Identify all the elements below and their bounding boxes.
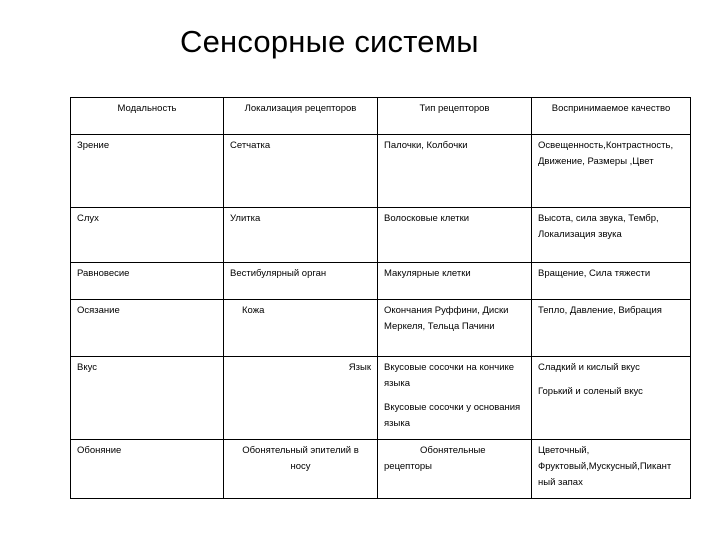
receptor-line: Окончания Руффини, Диски [384, 305, 509, 316]
table-row [71, 135, 691, 208]
cell-quality [532, 440, 691, 499]
header-localization: Локализация рецепторов [224, 98, 378, 135]
cell-quality [532, 208, 691, 263]
header-quality: Воспринимаемое качество [532, 98, 691, 135]
sensory-systems-table [70, 97, 691, 499]
table-header-row [71, 98, 691, 135]
receptor-line: Обонятельные [420, 445, 486, 456]
quality-line: Тепло, Давление, Вибрация [538, 305, 662, 316]
receptor-line: Вкусовые сосочки у основания [384, 402, 521, 413]
page-title: Сенсорные системы [180, 24, 479, 59]
quality-line: Локализация звука [538, 229, 622, 240]
receptor-line: рецепторы [384, 461, 432, 472]
cell-localization: Язык [224, 357, 378, 440]
cell-receptor-type [378, 357, 532, 440]
receptor-line: Меркеля, Тельца Пачини [384, 321, 495, 332]
cell-modality: Обоняние [71, 440, 224, 499]
receptor-line: языка [384, 378, 410, 389]
cell-modality: Слух [71, 208, 224, 263]
table-row [71, 300, 691, 357]
quality-line: Горький и соленый вкус [538, 386, 643, 397]
table-row [71, 357, 691, 440]
quality-line: ный запах [538, 477, 583, 488]
quality-line: Вращение, Сила тяжести [538, 268, 651, 279]
quality-line: Фруктовый,Мускусный,Пикант [538, 461, 672, 472]
cell-quality [532, 357, 691, 440]
quality-line: Движение, Размеры ,Цвет [538, 156, 654, 167]
cell-receptor-type: Макулярные клетки [378, 263, 532, 300]
cell-localization: Улитка [224, 208, 378, 263]
cell-modality: Вкус [71, 357, 224, 440]
cell-quality [532, 263, 691, 300]
cell-receptor-type [378, 300, 532, 357]
table-row [71, 208, 691, 263]
quality-line: Цветочный, [538, 445, 590, 456]
table-row [71, 440, 691, 499]
cell-receptor-type: Палочки, Колбочки [378, 135, 532, 208]
quality-line: Освещенность,Контрастность, [538, 140, 674, 151]
cell-localization [224, 300, 378, 357]
quality-line: Высота, сила звука, Тембр, [538, 213, 659, 224]
cell-receptor-type: Волосковые клетки [378, 208, 532, 263]
receptor-line: Вкусовые сосочки на кончике [384, 362, 515, 373]
localization-line: Обонятельный эпителий в [242, 445, 359, 456]
table-row [71, 263, 691, 300]
receptor-line: языка [384, 418, 410, 429]
cell-modality: Равновесие [71, 263, 224, 300]
cell-quality [532, 135, 691, 208]
quality-line: Сладкий и кислый вкус [538, 362, 640, 373]
header-modality: Модальность [71, 98, 224, 135]
header-receptor-type: Тип рецепторов [378, 98, 532, 135]
cell-localization [224, 440, 378, 499]
localization-text: Кожа [242, 305, 265, 316]
cell-modality: Осязание [71, 300, 224, 357]
cell-localization: Вестибулярный орган [224, 263, 378, 300]
cell-quality [532, 300, 691, 357]
cell-modality: Зрение [71, 135, 224, 208]
localization-line: носу [290, 461, 311, 472]
cell-localization: Сетчатка [224, 135, 378, 208]
cell-receptor-type [378, 440, 532, 499]
